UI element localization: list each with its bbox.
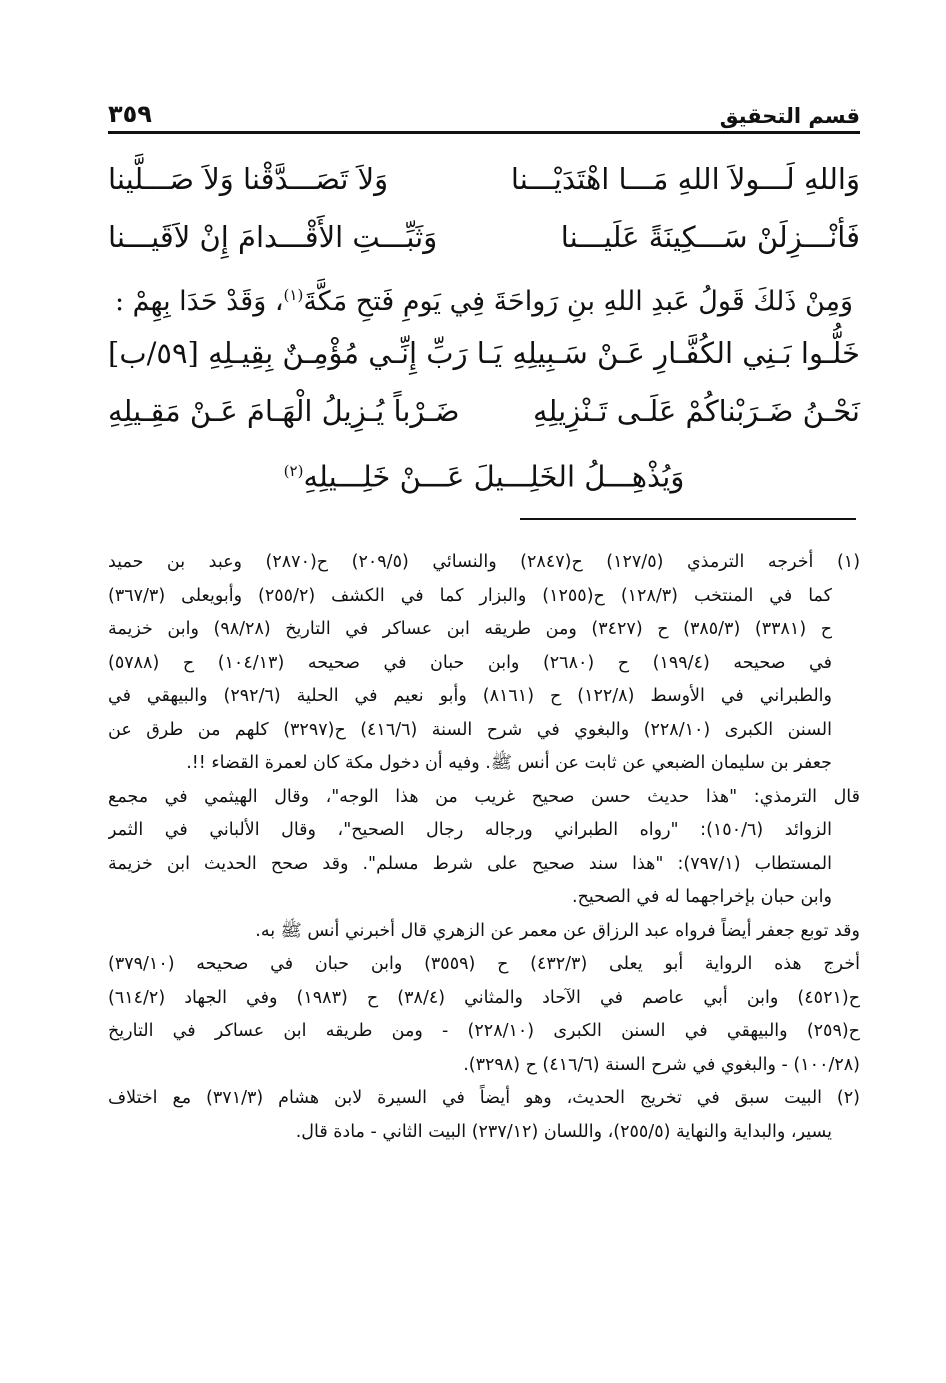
- page-header: [108, 88, 860, 128]
- header-rule: [108, 131, 860, 134]
- footnotes: [108, 546, 860, 1149]
- verse-1: [108, 150, 860, 208]
- verse-3: [108, 324, 860, 382]
- verse-2: [108, 208, 860, 266]
- footnote-line: الزوائد (١٥٠/٦): "رواه الطبراني ورجاله رجال الصحيح"، وقال الألباني في الثمر: [108, 820, 832, 840]
- footnote-line: جعفر بن سليمان الضبعي عن ثابت عن أنس ﷺ. وفيه أن دخول مكة كان لعمرة القضاء !!.: [186, 753, 832, 773]
- verse-2-first-hemistich: فَأنْـــزِلَنْ سَـــكِينَةً عَلَيـــنا: [560, 220, 860, 254]
- footnote-line: (٢) البيت سبق في تخريج الحديث، وهو أيضاً في السيرة لابن هشام (٣٧١/٣) مع اختلاف: [108, 1088, 860, 1108]
- prose-tail: ، وَقَدْ حَدَا بِهِمْ :: [114, 286, 284, 317]
- footnote-line: قال الترمذي: "هذا حديث حسن صحيح غريب من هذا الوجه"، وقال الهيثمي في مجمع: [108, 786, 860, 807]
- footnote-line: والطبراني في الأوسط (١٢٢/٨) ح (٨١٦١) وأبو نعيم في الحلية (٢٩٢/٦) والبيهقي في: [108, 686, 832, 706]
- page-number: ٣٥٩: [108, 100, 152, 128]
- footnote-line: السنن الكبرى (٢٢٨/١٠) والبغوي في شرح السنة (٤١٦/٦) ح(٣٢٩٧) كلهم من طرق عن: [108, 719, 832, 740]
- footnote-separator: [520, 518, 856, 520]
- verse-2-second-hemistich: وَثَبِّـــتِ الأَقْـــدامَ إِنْ لاَقَيـــنا: [108, 220, 438, 254]
- footnote-line: وابن حبان بإخراجهما له في الصحيح.: [572, 887, 832, 907]
- footnote-line: أخرج هذه الرواية أبو يعلى (٤٣٢/٣) ح (٣٥٥٩) وابن حبان في صحيحه (٣٧٩/١٠): [108, 954, 860, 974]
- footnote-ref-1: (١): [283, 286, 304, 304]
- footnote-line: في صحيحه (١٩٩/٤) ح (٢٦٨٠) وابن حبان في صحيحه (١٠٤/١٣) ح (٥٧٨٨): [108, 652, 833, 673]
- verse-5-hemistich: وَيُذْهِـــلُ الخَلِـــيلَ عَـــنْ خَلِـــيلِهِ: [303, 459, 685, 494]
- footnote-line: (١٠٠/٢٨) - والبغوي في شرح السنة (٤١٦/٦) ح (٣٢٩٨).: [463, 1054, 860, 1075]
- prose-line: [108, 266, 860, 324]
- prose-text: وَمِنْ ذَلكَ قَولُ عَبدِ اللهِ بنِ رَواحَةَ فِي يَومِ فَتحِ مَكَّةَ: [303, 286, 853, 317]
- footnote-line: كما في المنتخب (١٢٨/٣) ح(١٢٥٥) والبزار كما في الكشف (٢٥٥/٢) وأبويعلى (٣٦٧/٣): [108, 585, 832, 606]
- footnote-ref-2: (٢): [283, 462, 304, 480]
- verse-5: [108, 440, 860, 502]
- section-title: قسم التحقيق: [719, 104, 860, 128]
- footnote-line: ح (٣٣٨١) (٣٨٥/٣) ح (٣٤٢٧) ومن طريقه ابن عساكر في التاريخ (٩٨/٢٨) وابن خزيمة: [108, 619, 833, 639]
- verse-1-second-hemistich: وَلاَ تَصَـــدَّقْنا وَلاَ صَـــلَّينا: [108, 162, 389, 196]
- verse-4: [108, 382, 860, 440]
- verse-3-first-hemistich: خَلُّـوا بَـنِي الكُفَّـارِ عَـنْ سَـبِيلِهِ: [512, 336, 860, 370]
- verse-1-first-hemistich: وَاللهِ لَـــولاَ اللهِ مَـــا اهْتَدَيْـــنا: [510, 162, 860, 196]
- footnote-line: يسير، والبداية والنهاية (٢٥٥/٥)، واللسان (٢٣٧/١٢) البيت الثاني - مادة قال.: [295, 1121, 832, 1142]
- footnote-line: وقد توبع جعفر أيضاً فرواه عبد الرزاق عن معمر عن الزهري قال أخبرني أنس ﷺ به.: [255, 920, 860, 941]
- verse-4-first-hemistich: نَحْـنُ ضَـرَبْناكُمْ عَلَـى تَـنْزِيلِهِ: [532, 394, 860, 428]
- footnote-line: المستطاب (٧٩٧/١): "هذا سند صحيح على شرط مسلم". وقد صحح الحديث ابن خزيمة: [108, 853, 832, 874]
- verse-4-second-hemistich: ضَـرْباً يُـزِيلُ الْهَـامَ عَـنْ مَقِـيلِهِ: [108, 394, 460, 428]
- verse-3-second-hemistich: يَـا رَبِّ إِنِّـي مُؤْمِـنٌ بِقِيـلِهِ [٥٩/ب]: [108, 336, 503, 370]
- poem-block: [108, 150, 860, 502]
- footnote-line: (١) أخرجه الترمذي (١٢٧/٥) ح(٢٨٤٧) والنسائي (٢٠٩/٥) ح(٢٨٧٠) وعبد بن حميد: [108, 552, 860, 572]
- footnote-line: ح(٢٥٩) والبيهقي في السنن الكبرى (٢٢٨/١٠) - ومن طريقه ابن عساكر في التاريخ: [108, 1021, 860, 1041]
- footnote-line: ح(٤٥٢١) وابن أبي عاصم في الآحاد والمثاني (٣٨/٤) ح (١٩٨٣) وفي الجهاد (٦١٤/٢): [108, 987, 860, 1008]
